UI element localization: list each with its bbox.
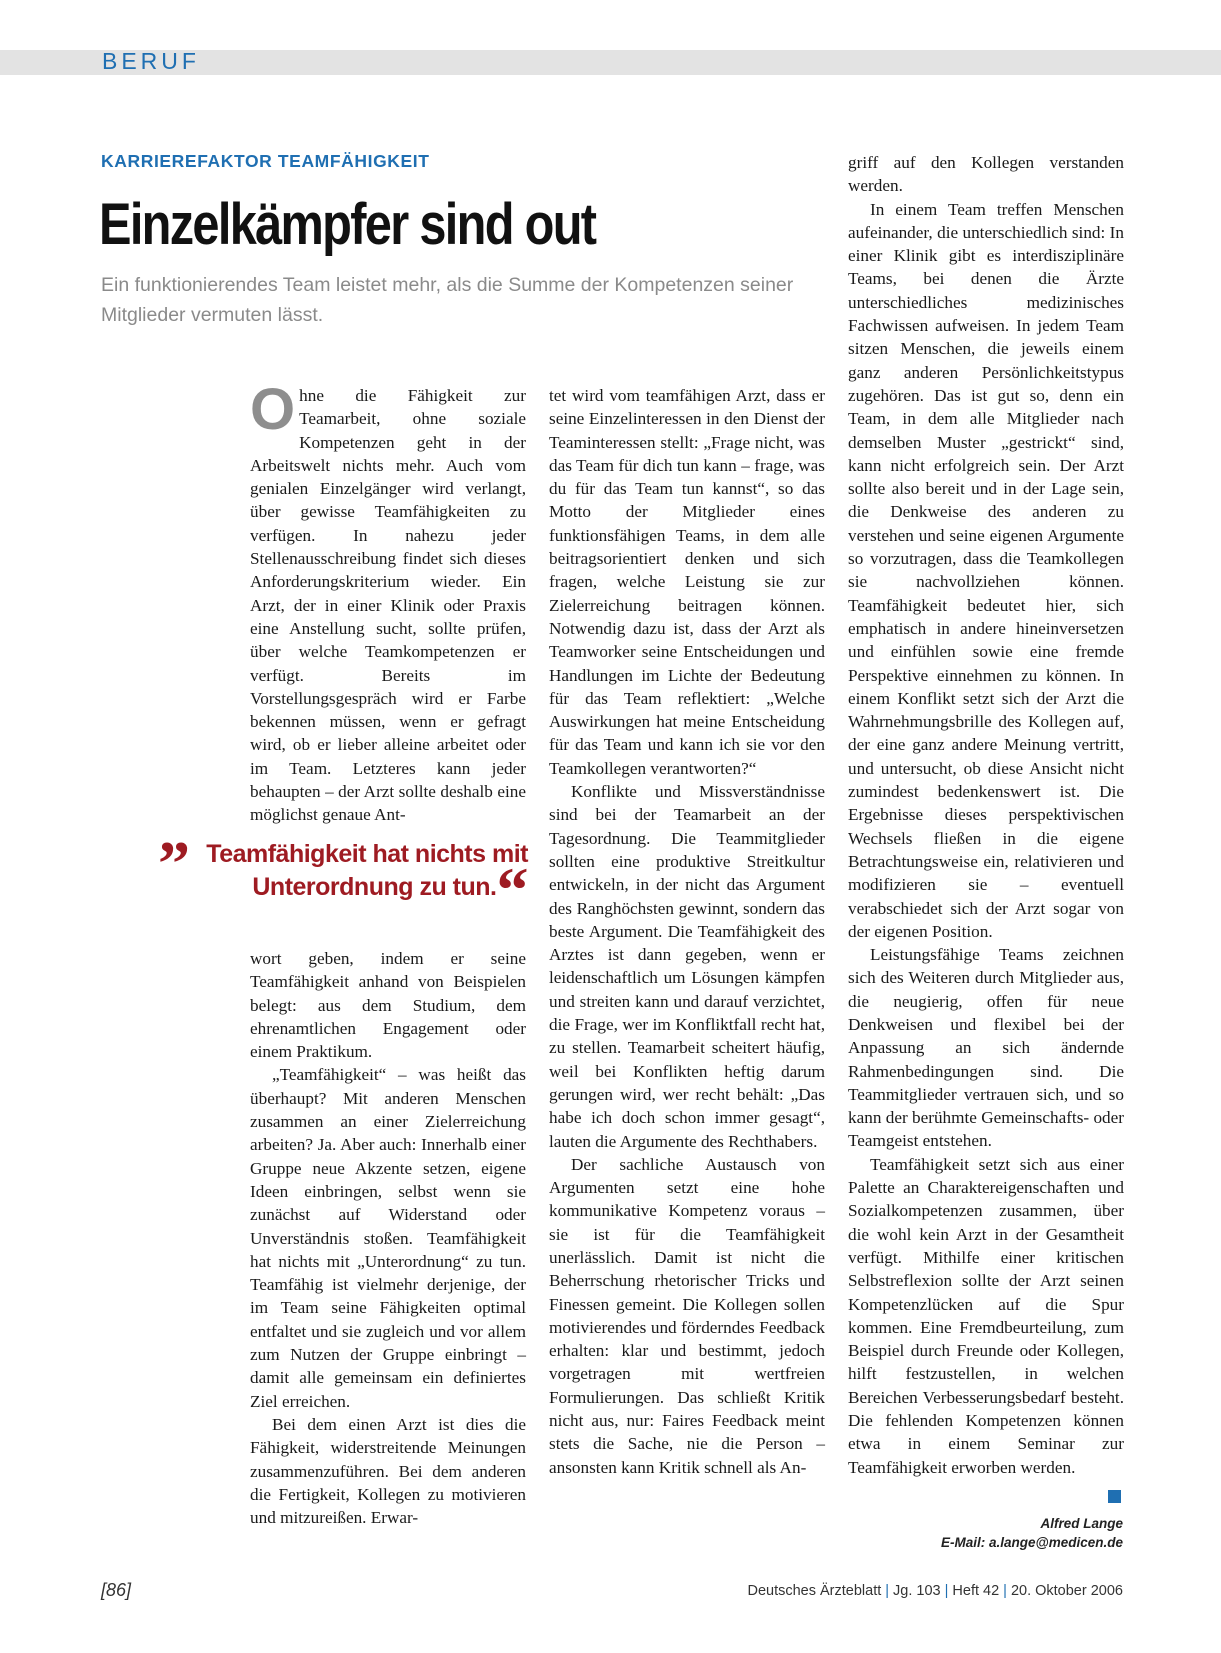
pull-quote-line-1: Teamfähigkeit hat nichts mit — [206, 840, 528, 868]
journal-name: Deutsches Ärzteblatt — [747, 1583, 882, 1599]
lead-paragraph — [250, 377, 526, 827]
journal-date: 20. Oktober 2006 — [1010, 1583, 1123, 1599]
article-headline: Einzelkämpfer sind out — [99, 192, 596, 257]
article-kicker: KARRIEREFAKTOR TEAMFÄHIGKEIT — [101, 151, 430, 171]
paragraph: Bei dem einen Arzt ist dies die Fähigkeit, widerstreitende Meinungen zusammenzuführen. Bei dem anderen die Fertigkeit, Kollegen zu motivieren und mitzureißen. Erwar- — [250, 1414, 526, 1528]
paragraph: Teamfähigkeit setzt sich aus einer Palette an Charaktereigenschaften und Sozialkompetenzen zusammen, über die wohl kein Arzt in der Gesamtheit verfügt. Mithilfe einer kritischen Selbstreflexion sollte der Arzt seinen Kompetenzlücken auf die Spur kommen. Eine Fremdbeurteilung, zum Beispiel durch Freunde oder Kollegen, hilft festzustellen, in welchen Bereichen Verbesserungsbedarf besteht. Die fehlenden Kompetenzen können etwa in einem Seminar zur Teamfähigkeit erworben werden. — [848, 1154, 1124, 1477]
journal-volume: Jg. 103 — [893, 1583, 941, 1599]
article-subhead: Ein funktionierendes Team leistet mehr, als die Summe der Kompetenzen seiner Mitglieder vermuten lässt. — [101, 274, 794, 326]
section-label: BERUF — [102, 48, 200, 74]
divider: | — [1003, 1583, 1007, 1599]
paragraph: „Teamfähigkeit“ – was heißt das überhaupt? Mit anderen Menschen zusammen an einer Zielerreichung arbeiten? Ja. Aber auch: Innerhalb einer Gruppe neue Akzente setzen, eigene Ideen einbringen, selbst wenn sie zunächst auf Widerstand oder Unverständnis stoßen. Teamfähigkeit hat nichts mit „Unterordnung“ zu tun. Teamfähig ist vielmehr derjenige, der im Team seine Fähigkeiten optimal entfaltet und sie zugleich und vor allem zum Nutzen der Gruppe einbringt – damit alle gemeinsam ein definiertes Ziel erreichen. — [250, 1065, 526, 1411]
drop-cap: O — [250, 377, 296, 442]
divider: | — [885, 1583, 890, 1599]
page-number: [86] — [101, 1580, 132, 1600]
author-block — [941, 1514, 1123, 1552]
paragraph: griff auf den Kollegen verstanden werden. — [848, 153, 1124, 196]
quote-close-icon: “ — [496, 854, 528, 925]
paragraph: Der sachliche Austausch von Argumenten setzt eine hohe kommunikative Kompetenz voraus – sie ist für die Teamfähigkeit unerlässlich. Damit ist nicht die Beherrschung rhetorischer Tricks und Finessen gemeint. Die Kollegen sollen motivierendes und förderndes Feedback erhalten: klar und bestimmt, jedoch vorgetragen mit wertfreien Formulierungen. Das schließt Kritik nicht aus, nur: Faires Feedback meint stets die Sache, nie die Person – ansonsten kann Kritik schnell als An- — [549, 1154, 825, 1477]
column-1-top — [250, 377, 526, 825]
column-2 — [549, 384, 825, 1479]
author-name: Alfred Lange — [1040, 1516, 1123, 1531]
quote-open-icon: ” — [158, 828, 190, 899]
paragraph: tet wird vom teamfähigen Arzt, dass er seine Einzelinteressen in den Dienst der Teaminteressen stellt: „Frage nicht, was das Team für dich tun kann – frage, was du für das Team tun kannst“, so das Motto der Mitglieder eines funktionsfähigen Teams, in dem alle beitragsorientiert denken und sich fragen, welche Leistung sie zur Zielerreichung beitragen können. Notwendig dazu ist, dass der Arzt als Teamworker seine Entscheidungen und Handlungen im Lichte der Bedeutung für das Team reflektiert: „Welche Auswirkungen hat meine Entscheidung für das Team und kann ich sie vor den Teamkollegen verantworten?“ — [549, 386, 825, 778]
lead-text: hne die Fähigkeit zur Teamarbeit, ohne soziale Kompetenzen geht in der Arbeitswelt nichts mehr. Auch vom genialen Einzelgänger wird verlangt, über gewisse Teamfähigkeiten zu verfügen. In nahezu jeder Stellenausschreibung findet sich dieses Anforderungskriterium wieder. Ein Arzt, der in einer Klinik oder Praxis eine Anstellung sucht, sollte prüfen, über welche Teamkompetenzen er verfügt. Bereits im Vorstellungsgespräch wird er Farbe bekennen müssen, wenn er gefragt wird, ob er lieber alleine arbeitet oder im Team. Letzteres kann jeder behaupten – der Arzt sollte deshalb eine möglichst genaue Ant- — [250, 386, 526, 825]
author-email[interactable]: E-Mail: a.lange@medicen.de — [941, 1535, 1123, 1550]
paragraph: Konflikte und Missverständnisse sind bei der Teamarbeit an der Tagesordnung. Die Teammitglieder sollten eine produktive Streitkultur entwickeln, in der nicht das Argument des Ranghöchsten gewinnt, sondern das beste Argument. Die Teamfähigkeit des Arztes ist dann gegeben, wenn er leidenschaftlich um Lösungen kämpfen und streiten kann und darauf verzichtet, die Frage, wer im Konfliktfall recht hat, zu stellen. Teamarbeit scheitert häufig, weil bei Konflikten heftig darum gerungen wird, wer recht behält: „Das habe ich doch schon immer gesagt“, lauten die Argumente des Rechthabers. — [549, 782, 825, 1151]
pull-quote-line-2: Unterordnung zu tun. — [252, 873, 497, 901]
pull-quote — [158, 828, 528, 925]
paragraph: wort geben, indem er seine Teamfähigkeit anhand von Beispielen belegt: aus dem Studium, dem ehrenamtlichen Engagement oder einem Praktikum. — [250, 949, 526, 1062]
column-3 — [848, 151, 1124, 1479]
journal-issue: Heft 42 — [952, 1583, 1000, 1599]
divider: | — [944, 1583, 949, 1599]
paragraph: In einem Team treffen Menschen aufeinander, die unterschiedlich sind: In einer Klinik gibt es interdisziplinäre Teams, bei denen die Ärzte unterschiedliches medizinisches Fachwissen aufweisen. In jedem Team sitzen Menschen, die jeweils einem ganz anderen Persönlichkeitstypus zugehören. Das ist gut so, denn ein Team, in dem alle Mitglieder nach demselben Muster „gestrickt“ sind, kann nicht erfolgreich sein. Der Arzt sollte also bereit und in der Lage sein, die Denkweise des anderen zu verstehen und seine eigenen Argumente so vorzutragen, dass die Teamkollegen sie nachvollziehen können. Teamfähigkeit bedeutet hier, sich emphatisch in andere hineinversetzen und einfühlen sowie eine fremde Perspektive einnehmen zu können. In einem Konflikt setzt sich der Arzt die Wahrnehmungsbrille des Kollegen auf, der eine ganz andere Meinung vertritt, und untersucht, ob diese Ansicht nicht zumindest bedenkenswert ist. Die Ergebnisse dieses perspektivischen Wechsels fließen in die eigene Betrachtungsweise ein, relativieren und modifizieren sie – eventuell verabschiedet sich der Arzt sogar von der eigenen Position. — [848, 199, 1124, 941]
end-mark-icon — [1108, 1490, 1121, 1503]
column-1-bottom — [250, 947, 526, 1529]
paragraph: Leistungsfähige Teams zeichnen sich des Weiteren durch Mitglieder aus, die neugierig, offen für neue Denkweisen und flexibel bei der Anpassung an sich ändernde Rahmenbedingungen sind. Die Teammitglieder vertrauen sich, und so kann der berühmte Gemeinschafts- oder Teamgeist entstehen. — [848, 945, 1124, 1151]
footer-info — [747, 1583, 1123, 1599]
